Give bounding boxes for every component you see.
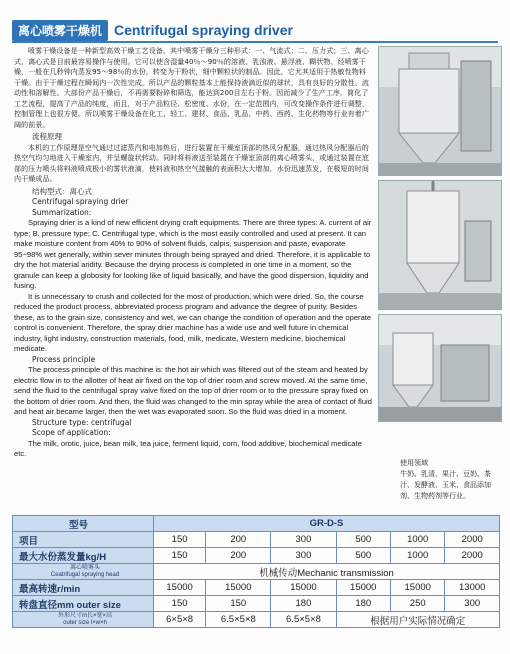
spec-table bbox=[12, 515, 500, 628]
table-cell: 250 bbox=[390, 596, 444, 612]
table-cell: 2000 bbox=[445, 548, 500, 564]
model-label: 型号 bbox=[69, 519, 89, 531]
en-p1: Spraying drier is a kind of new efficient drying craft equipments. There are three types: A. current of air type; B. pressure type; C. Centrifugal type, which is the most easily controlled and used at present. It can make moisture content from 40% to 90% of solvent fluids, calpis, suspension and paste, evaporate 95~98% wet generally, within sever minutes through being sprayed and dried. Therefore, it is applicable to dry the hot material aridity. Because the drying process is completed in one time in a moment, so the granule can keep a globosity for looking like of liquid basically, and have the good dispersion, liquidity and fusing. bbox=[14, 218, 372, 290]
en-p3: The process principle of this machine is: the hot air which was filtered out of the steam and heated by electric flow in to the allotter of heat air fixed on the top of drier room and screw moved. At the same time, send the fluid to the centrifugal spray valve fixed on the top of drier room or to the pressure spray fixed on the bottom of drier room. And then, the fluid was changed to the min spray while the area of contact of fluid and heat air became larger, then the wet was evaporated soon. So the fluid was dried in a moment. bbox=[14, 365, 372, 416]
usage-block bbox=[400, 458, 502, 502]
table-cell: 13000 bbox=[445, 580, 500, 596]
model-cell: 200 bbox=[206, 532, 271, 548]
row-label-cn: 离心喷雾头 bbox=[69, 564, 100, 571]
table-row bbox=[13, 580, 500, 596]
table-cell: 15000 bbox=[271, 580, 336, 596]
table-cell: 15000 bbox=[206, 580, 271, 596]
en-process-label: Process principle bbox=[32, 354, 96, 364]
table-cell: 200 bbox=[206, 548, 271, 564]
table-cell: 6.5×5×8 bbox=[206, 612, 271, 628]
row-label: 最高转速r/min bbox=[13, 580, 154, 596]
row-label bbox=[13, 564, 154, 580]
table-cell: 150 bbox=[154, 548, 206, 564]
usage-label: 使用领域 bbox=[400, 459, 428, 467]
usage-text: 牛奶、乳清、果汁、豆奶、茶汁、发酵液、玉米、食品添加剂、生物药剂等行业。 bbox=[400, 470, 491, 500]
row-label: 转盘直径mm outer size bbox=[13, 596, 154, 612]
table-cell: 15000 bbox=[336, 580, 390, 596]
title-en: Centrifugal spraying driver bbox=[114, 22, 293, 38]
model-cell: 2000 bbox=[445, 532, 500, 548]
machine-photo-2 bbox=[378, 180, 502, 310]
en-structure: Structure type: centrifugal bbox=[32, 417, 132, 427]
cn-structure: 结构型式：离心式 bbox=[32, 186, 92, 196]
table-cell: 500 bbox=[336, 548, 390, 564]
cn-process: 本机的工作原理是空气通过过滤蒸汽和电加热后，进行装置在干燥室顶部的热风分配器，通过热风分配器后的热空气均匀地进入干燥室内，并呈螺旋状转动。同时将料液送至装置在干燥室顶部的离心喷雾头，或通过装置在底部的压力喷头将料液喷成极小的雾状液滴，使料液和热空气接触的表面积大大增加，水份迅速蒸发，在极短的时间内干燥成品。 bbox=[14, 143, 369, 183]
item-label: 项目 bbox=[13, 532, 154, 548]
cn-process-label: 流程原理 bbox=[32, 132, 62, 141]
model-cell: 150 bbox=[154, 532, 206, 548]
table-row bbox=[13, 564, 500, 580]
machine-photo-3 bbox=[378, 314, 502, 422]
row-label: 最大水份蒸发量kg/H bbox=[13, 548, 154, 564]
table-cell: 180 bbox=[336, 596, 390, 612]
row-label-en: outer size l×w×h bbox=[63, 619, 107, 626]
en-p2: It is unnecessary to crush and collected for the most of production, which were dried. So, the course reduced the product process, abbreviated process program and advance the degree of purity. Besides these, as to the grain size, consistency and wet, we can change the condition of operation and the operate control is convenient. Therefore, the spray drier machine has a wide use and well future in chemical industry, light industry, construction materials, food, milk, medicate, Western medicine, biochemical medicate. bbox=[14, 291, 372, 353]
table-row bbox=[13, 596, 500, 612]
model-header-cell bbox=[13, 516, 154, 532]
row-label bbox=[13, 612, 154, 628]
machine-photo-1 bbox=[378, 46, 502, 176]
table-cell: 15000 bbox=[154, 580, 206, 596]
table-cell: 1000 bbox=[390, 548, 444, 564]
table-row bbox=[13, 516, 500, 532]
text-column bbox=[14, 46, 372, 460]
table-cell: 150 bbox=[206, 596, 271, 612]
en-name: Centrifugal spraying drier bbox=[32, 197, 129, 206]
merged-cell: 机械传动Mechanic transmission bbox=[154, 564, 500, 580]
photo-column bbox=[378, 46, 500, 426]
merged-cell: 根据用户实际情况确定 bbox=[336, 612, 499, 628]
en-scope: The milk, orotic, juice, bean milk, tea juice, ferment liquid, corn, food additive, biochemical medicate etc. bbox=[14, 438, 362, 458]
en-summary-label: Summarization: bbox=[32, 207, 92, 217]
model-cell: 500 bbox=[336, 532, 390, 548]
table-cell: 180 bbox=[271, 596, 336, 612]
table-cell: 6.5×5×8 bbox=[271, 612, 336, 628]
table-cell: 6×5×8 bbox=[154, 612, 206, 628]
table-row bbox=[13, 612, 500, 628]
en-scope-label: Scope of application: bbox=[32, 428, 111, 437]
model-cell: 300 bbox=[271, 532, 336, 548]
table-cell: 150 bbox=[154, 596, 206, 612]
row-label-cn: 外形尺寸m长×宽×高 bbox=[57, 612, 112, 619]
table-row bbox=[13, 532, 500, 548]
table-row bbox=[13, 548, 500, 564]
row-label-en: Ceatrifugal spraying head bbox=[50, 571, 120, 578]
model-series: GR-D-S bbox=[154, 516, 500, 532]
header-divider bbox=[12, 41, 498, 43]
page-header bbox=[12, 20, 293, 40]
cn-intro: 喷雾干燥设备是一种新型高效干燥工艺设备。其中喷雾干燥分三种形式：一、气流式；二、压力式；三、离心式，离心式是目前最容易操作与使用。它可以使含湿量40％～90％的溶液、乳浊液、悬浮液、糊状物、经喷雾干燥，一般在几秒钟内蒸发95～98％的水份，转变为干粉状，细中颗粒状的制品。因此，它尤其适用于热敏性物料干燥。由于干燥过程在瞬间内一次性完成，所以产品的颗粒基本上能保持液滴近似的球状，具有良好的分散性、流动性和溶解性。大部份产品干燥后，不再需要粉碎和筛选，能达到200目左右干粉。因而减少了生产工序，简化了工艺流程，提高了产品的纯度，而且，对于产品粒径、松密度、水份，在一定范围内，可改变操作条件进行调整，控制管理上也很方便。所以喷雾干燥设备在化工、轻工、建材、食品、乳品、中药、西药、生化药物等行业有着广阔的前景。 bbox=[14, 47, 369, 129]
table-cell: 300 bbox=[271, 548, 336, 564]
model-cell: 1000 bbox=[390, 532, 444, 548]
table-cell: 15000 bbox=[390, 580, 444, 596]
table-cell: 300 bbox=[445, 596, 500, 612]
title-cn: 离心喷雾干燥机 bbox=[12, 20, 108, 41]
